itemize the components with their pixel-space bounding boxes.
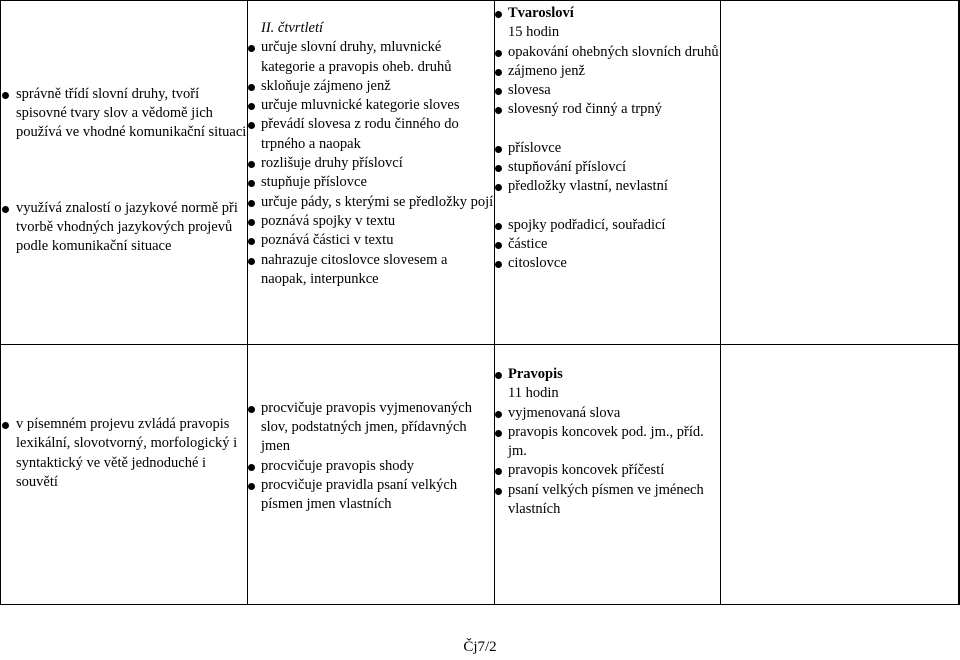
empty-cell bbox=[721, 1, 959, 345]
list-item: v písemném projevu zvládá pravopis lexikální, slovotvorný, morfologický i syntaktický ve větě jednoduché i souvětí bbox=[1, 415, 247, 492]
list-item: předložky vlastní, nevlastní bbox=[495, 177, 720, 196]
list-item: příslovce bbox=[495, 139, 720, 158]
topics-cell bbox=[495, 1, 721, 345]
list-item: správně třídí slovní druhy, tvoří spisovné tvary slov a vědomě jich používá ve vhodné komunikační situaci bbox=[1, 85, 247, 143]
list-item: nahrazuje citoslovce slovesem a naopak, interpunkce bbox=[248, 251, 494, 290]
list-item: rozlišuje druhy příslovcí bbox=[248, 154, 494, 173]
list-item: citoslovce bbox=[495, 254, 720, 273]
list-item: poznává spojky v textu bbox=[248, 212, 494, 231]
topic-title: Pravopis bbox=[495, 365, 720, 384]
list-item: určuje mluvnické kategorie sloves bbox=[248, 96, 494, 115]
outcomes-cell bbox=[1, 1, 248, 345]
list-item: převádí slovesa z rodu činného do trpného a naopak bbox=[248, 115, 494, 154]
list-item: využívá znalostí o jazykové normě při tvorbě vhodných jazykových projevů podle komunikační situace bbox=[1, 199, 247, 257]
list-item: zájmeno jenž bbox=[495, 62, 720, 81]
page-number: Čj7/2 bbox=[463, 639, 497, 655]
topic-hours: 15 hodin bbox=[508, 24, 560, 41]
list-item: skloňuje zájmeno jenž bbox=[248, 77, 494, 96]
section-heading: II. čtvrtletí bbox=[261, 20, 324, 36]
topic-title: Tvarosloví bbox=[495, 4, 720, 23]
table-row bbox=[1, 1, 960, 345]
list-item: opakování ohebných slovních druhů bbox=[495, 43, 720, 62]
list-item: spojky podřadicí, souřadicí bbox=[495, 216, 720, 235]
empty-cell bbox=[721, 345, 959, 605]
list-item: procvičuje pravopis vyjmenovaných slov, podstatných jmen, přídavných jmen bbox=[248, 399, 494, 457]
list-item: poznává částici v textu bbox=[248, 231, 494, 250]
table-row bbox=[1, 345, 960, 605]
topics-cell bbox=[495, 345, 721, 605]
empty-cell bbox=[959, 1, 960, 345]
list-item: určuje slovní druhy, mluvnické kategorie a pravopis oheb. druhů bbox=[248, 38, 494, 77]
list-item: pravopis koncovek pod. jm., příd. jm. bbox=[495, 423, 720, 462]
empty-cell bbox=[959, 345, 960, 605]
list-item: částice bbox=[495, 235, 720, 254]
list-item: procvičuje pravopis shody bbox=[248, 457, 494, 476]
list-item: pravopis koncovek příčestí bbox=[495, 461, 720, 480]
list-item: určuje pády, s kterými se předložky pojí bbox=[248, 193, 494, 212]
skills-cell bbox=[248, 345, 495, 605]
outcomes-cell bbox=[1, 345, 248, 605]
list-item: slovesa bbox=[495, 81, 720, 100]
topic-hours: 11 hodin bbox=[508, 385, 559, 402]
skills-cell bbox=[248, 1, 495, 345]
list-item: stupňování příslovcí bbox=[495, 158, 720, 177]
list-item: procvičuje pravidla psaní velkých písmen jmen vlastních bbox=[248, 476, 494, 515]
list-item: slovesný rod činný a trpný bbox=[495, 100, 720, 119]
list-item: stupňuje příslovce bbox=[248, 173, 494, 192]
list-item: psaní velkých písmen ve jménech vlastních bbox=[495, 481, 720, 520]
list-item: vyjmenovaná slova bbox=[495, 404, 720, 423]
